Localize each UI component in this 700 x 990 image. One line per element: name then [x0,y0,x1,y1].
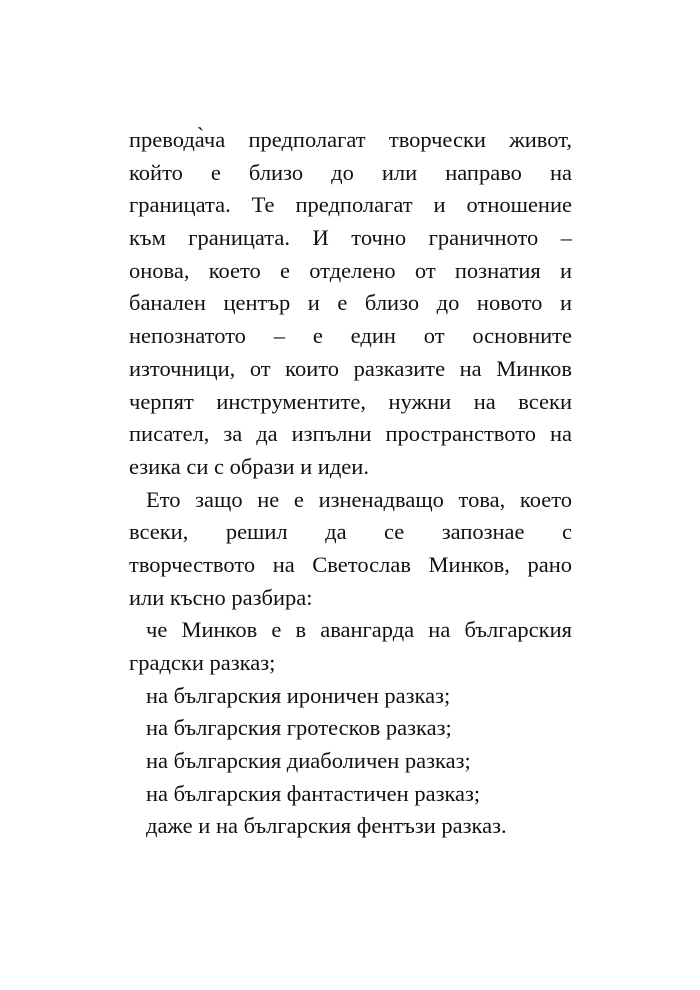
text-line: всеки, решил да се запознае с [129,519,572,545]
text-line: който е близо до или направо на [129,159,572,185]
text-line: непознатото – е един от основните [129,323,572,349]
text-line: на българския гротесков разказ; [146,715,452,741]
text-line: на българския фантастичен разказ; [146,780,481,806]
text-line: градски разказ; [129,650,276,675]
text-line: източници, от които разказите на Минков [129,355,572,381]
text-line: че Минков е в авангарда на българския [146,617,572,643]
text-line: черпят инструментите, нужни на всеки [129,388,572,414]
text-line: превода̀ча предполагат творчески живот, [129,127,572,152]
text-line: към границата. И точно граничното – [129,225,572,251]
text-line: творчеството на Светослав Минков, рано [129,551,572,577]
text-line: на българския диаболичен разказ; [146,748,471,774]
text-line: Ето защо не е изненадващо това, което [146,486,572,512]
body-text [129,124,572,843]
text-line: онова, което е отделено от познатия и [129,257,572,283]
text-line: писател, за да изпълни пространството на [129,421,572,447]
text-line: на българския ироничен разказ; [146,682,451,708]
text-line: или късно разбира: [129,584,313,610]
text-line: банален център и е близо до новото и [129,290,572,316]
text-line: езика си с образи и идеи. [129,453,369,479]
text-line: границата. Те предполагат и отношение [129,192,572,218]
text-line: даже и на българския фентъзи разказ. [146,813,507,839]
